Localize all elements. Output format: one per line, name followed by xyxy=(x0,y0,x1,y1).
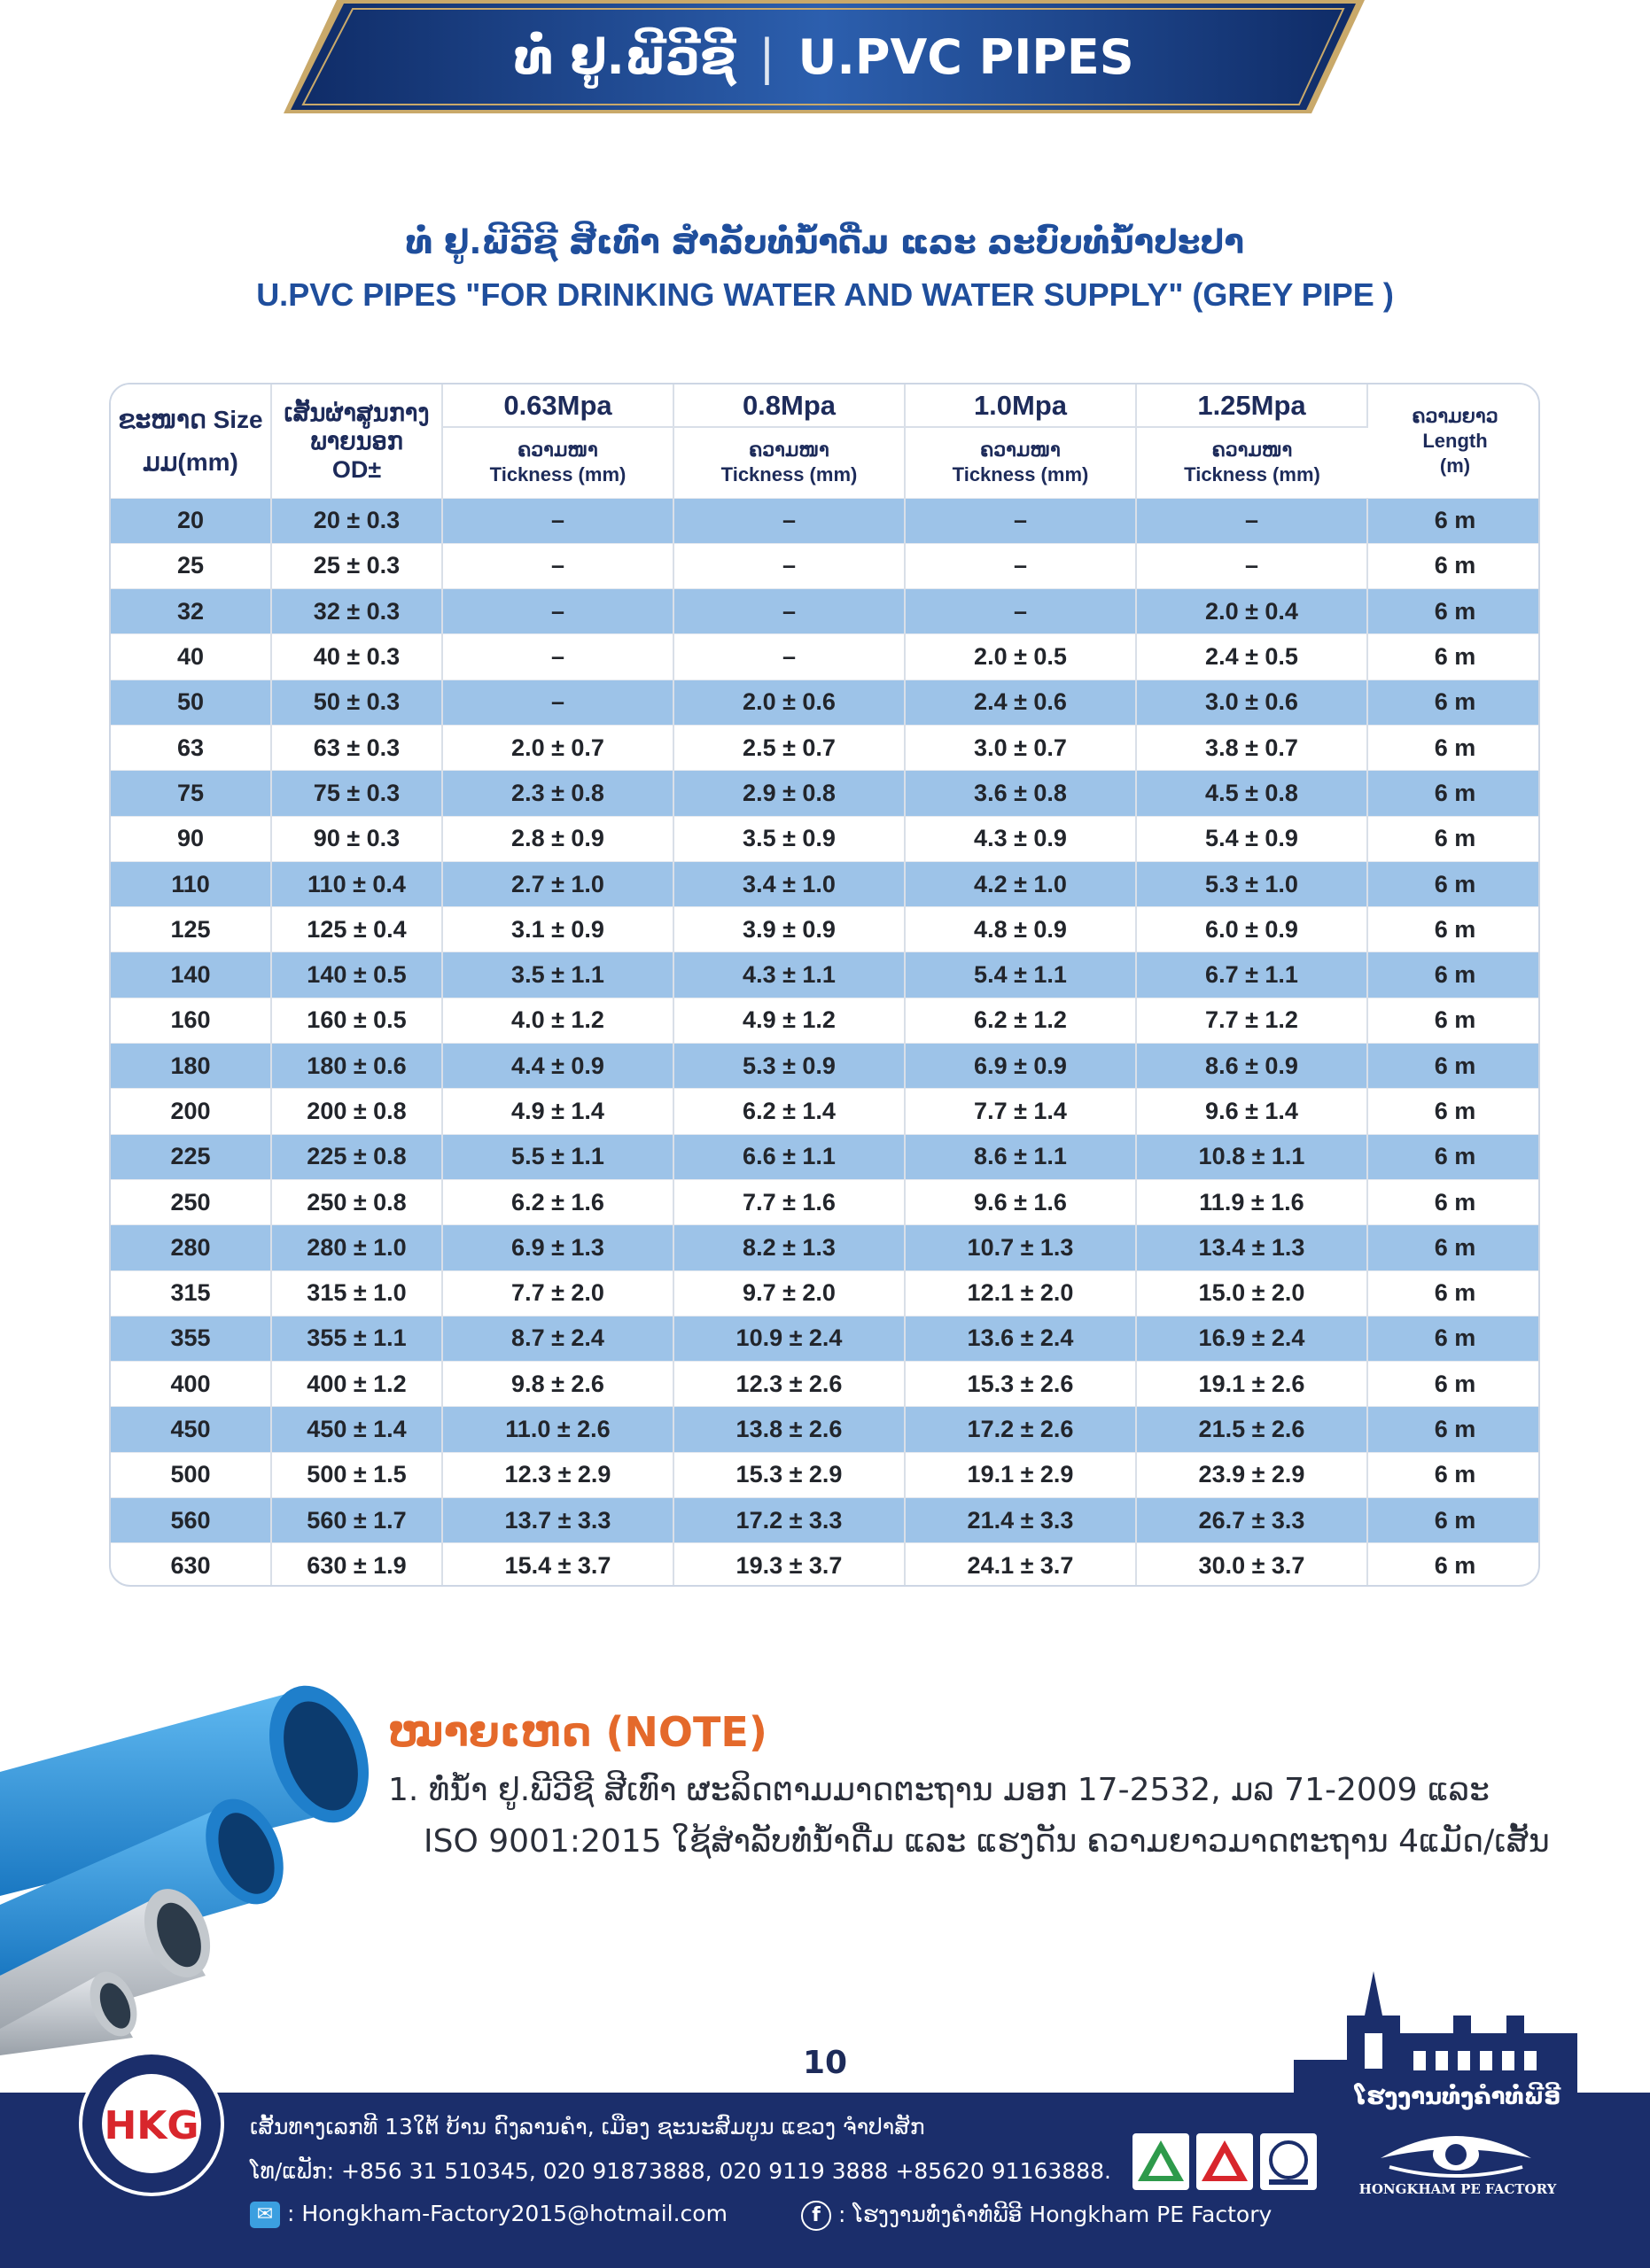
header-thickness-lao: ຄວາມໜາ xyxy=(1211,439,1293,462)
cell-thickness-08: 19.3 ± 3.7 xyxy=(673,1543,905,1587)
cell-length: 6 m xyxy=(1367,1044,1540,1089)
cell-od: 160 ± 0.5 xyxy=(271,998,442,1043)
header-pressure-063: 0.63Mpa xyxy=(442,384,673,427)
header-pressure-125: 1.25Mpa xyxy=(1136,384,1367,427)
cell-size: 315 xyxy=(111,1270,271,1316)
table-row xyxy=(111,816,1540,861)
cell-thickness-08: 15.3 ± 2.9 xyxy=(673,1452,905,1497)
cell-od: 110 ± 0.4 xyxy=(271,861,442,906)
spec-table-grid xyxy=(111,384,1540,1587)
footer-address: ເສັ້ນທາງເລກທີ 13ໃຕ້ ບ້ານ ດົງລານຄຳ, ເມືອງ ຊະນະສົມບູນ ແຂວງ ຈຳປາສັກ xyxy=(250,2114,925,2140)
cell-length: 6 m xyxy=(1367,907,1540,952)
cell-thickness-10: 6.9 ± 0.9 xyxy=(905,1044,1136,1089)
header-size xyxy=(111,384,271,498)
cell-od: 20 ± 0.3 xyxy=(271,498,442,543)
cell-thickness-08: 12.3 ± 2.6 xyxy=(673,1362,905,1407)
cell-od: 200 ± 0.8 xyxy=(271,1089,442,1134)
cell-thickness-063: 2.7 ± 1.0 xyxy=(442,861,673,906)
cell-thickness-10: – xyxy=(905,589,1136,634)
cell-od: 90 ± 0.3 xyxy=(271,816,442,861)
header-size-line1: ຂະໜາດ Size xyxy=(118,405,263,433)
cell-thickness-125: 10.8 ± 1.1 xyxy=(1136,1134,1367,1179)
cell-length: 6 m xyxy=(1367,1543,1540,1587)
header-thickness-en: Tickness (mm) xyxy=(952,463,1089,486)
cell-od: 355 ± 1.1 xyxy=(271,1316,442,1361)
table-row xyxy=(111,1134,1540,1179)
cell-od: 75 ± 0.3 xyxy=(271,771,442,816)
cell-size: 25 xyxy=(111,543,271,588)
cell-thickness-063: 2.8 ± 0.9 xyxy=(442,816,673,861)
cell-thickness-125: 16.9 ± 2.4 xyxy=(1136,1316,1367,1361)
table-row xyxy=(111,1407,1540,1452)
header-thickness xyxy=(1136,427,1367,498)
header-size-line2: ມມ(mm) xyxy=(143,447,238,476)
cell-length: 6 m xyxy=(1367,1134,1540,1179)
cell-thickness-10: 13.6 ± 2.4 xyxy=(905,1316,1136,1361)
cell-thickness-063: 13.7 ± 3.3 xyxy=(442,1498,673,1543)
header-thickness xyxy=(905,427,1136,498)
logo-letters: HKG xyxy=(104,2103,199,2148)
cell-thickness-10: 17.2 ± 2.6 xyxy=(905,1407,1136,1452)
cell-size: 140 xyxy=(111,952,271,998)
cell-thickness-08: 3.4 ± 1.0 xyxy=(673,861,905,906)
hkg-company-logo xyxy=(76,2048,227,2199)
header-od-line2: ພາຍນອກ xyxy=(310,427,403,454)
cell-thickness-10: 15.3 ± 2.6 xyxy=(905,1362,1136,1407)
cell-thickness-125: 6.7 ± 1.1 xyxy=(1136,952,1367,998)
factory-eye-logo-icon xyxy=(1372,2123,1540,2179)
cell-thickness-08: 9.7 ± 2.0 xyxy=(673,1270,905,1316)
table-row xyxy=(111,1270,1540,1316)
table-row xyxy=(111,952,1540,998)
cell-thickness-125: 21.5 ± 2.6 xyxy=(1136,1407,1367,1452)
cell-thickness-10: 12.1 ± 2.0 xyxy=(905,1270,1136,1316)
cell-size: 200 xyxy=(111,1089,271,1134)
cell-thickness-08: 6.2 ± 1.4 xyxy=(673,1089,905,1134)
cell-length: 6 m xyxy=(1367,771,1540,816)
footer-phone: ໂທ/ແຟັກ: +856 31 510345, 020 91873888, 020 9119 3888 +85620 91163888. xyxy=(250,2158,1111,2184)
cell-od: 180 ± 0.6 xyxy=(271,1044,442,1089)
cell-thickness-125: 11.9 ± 1.6 xyxy=(1136,1179,1367,1224)
table-row xyxy=(111,771,1540,816)
cell-length: 6 m xyxy=(1367,1089,1540,1134)
cell-thickness-125: 15.0 ± 2.0 xyxy=(1136,1270,1367,1316)
cell-od: 450 ± 1.4 xyxy=(271,1407,442,1452)
table-row xyxy=(111,1179,1540,1224)
cell-length: 6 m xyxy=(1367,861,1540,906)
cell-thickness-125: 23.9 ± 2.9 xyxy=(1136,1452,1367,1497)
cell-size: 400 xyxy=(111,1362,271,1407)
cell-size: 500 xyxy=(111,1452,271,1497)
cell-size: 110 xyxy=(111,861,271,906)
cell-thickness-10: 4.2 ± 1.0 xyxy=(905,861,1136,906)
footer-facebook[interactable]: : ໂຮງງານທໍ່ງຄຳທໍ່ພີອີ Hongkham PE Factory xyxy=(837,2202,1273,2227)
cell-size: 63 xyxy=(111,725,271,770)
cell-thickness-125: 5.3 ± 1.0 xyxy=(1136,861,1367,906)
cell-thickness-08: 5.3 ± 0.9 xyxy=(673,1044,905,1089)
cell-length: 6 m xyxy=(1367,543,1540,588)
cell-thickness-08: – xyxy=(673,543,905,588)
cell-od: 125 ± 0.4 xyxy=(271,907,442,952)
cell-length: 6 m xyxy=(1367,816,1540,861)
table-row xyxy=(111,589,1540,634)
header-length xyxy=(1367,384,1540,498)
cell-thickness-08: 17.2 ± 3.3 xyxy=(673,1498,905,1543)
cell-size: 90 xyxy=(111,816,271,861)
cell-od: 50 ± 0.3 xyxy=(271,680,442,725)
cell-thickness-125: 3.8 ± 0.7 xyxy=(1136,725,1367,770)
cell-thickness-125: 4.5 ± 0.8 xyxy=(1136,771,1367,816)
cell-thickness-10: 7.7 ± 1.4 xyxy=(905,1089,1136,1134)
header-length-line2: Length xyxy=(1422,429,1488,452)
spec-table xyxy=(109,383,1540,1587)
header-thickness-en: Tickness (mm) xyxy=(489,463,627,486)
cell-thickness-10: 24.1 ± 3.7 xyxy=(905,1543,1136,1587)
gcl-iso-icon xyxy=(1260,2133,1317,2190)
cell-thickness-10: 19.1 ± 2.9 xyxy=(905,1452,1136,1497)
cell-thickness-08: 4.3 ± 1.1 xyxy=(673,952,905,998)
cell-thickness-063: 4.9 ± 1.4 xyxy=(442,1089,673,1134)
cell-length: 6 m xyxy=(1367,498,1540,543)
cell-size: 355 xyxy=(111,1316,271,1361)
section-title-en: U.PVC PIPES "FOR DRINKING WATER AND WATER SUPPLY" (GREY PIPE ) xyxy=(256,276,1394,313)
cell-size: 50 xyxy=(111,680,271,725)
cell-size: 160 xyxy=(111,998,271,1043)
cell-od: 225 ± 0.8 xyxy=(271,1134,442,1179)
cell-thickness-125: 13.4 ± 1.3 xyxy=(1136,1225,1367,1270)
footer-facebook-row xyxy=(801,2201,1272,2231)
table-row xyxy=(111,1044,1540,1089)
cell-thickness-08: 3.5 ± 0.9 xyxy=(673,816,905,861)
header-length-line1: ຄວາມຍາວ xyxy=(1412,404,1498,427)
cell-length: 6 m xyxy=(1367,589,1540,634)
note-line-2: ISO 9001:2015 ໃຊ້ສຳລັບທໍ່ນ້ຳດື່ມ ແລະ ແຮງດັນ ຄວາມຍາວມາດຕະຖານ 4ແມັດ/ເສັ້ນ xyxy=(424,1823,1550,1860)
cell-thickness-063: – xyxy=(442,498,673,543)
table-row xyxy=(111,680,1540,725)
cell-thickness-063: 6.2 ± 1.6 xyxy=(442,1179,673,1224)
table-row xyxy=(111,998,1540,1043)
footer-email[interactable]: : Hongkham-Factory2015@hotmail.com xyxy=(286,2201,728,2226)
table-row xyxy=(111,634,1540,680)
cell-thickness-125: 2.4 ± 0.5 xyxy=(1136,634,1367,680)
cell-thickness-08: 8.2 ± 1.3 xyxy=(673,1225,905,1270)
table-row xyxy=(111,1362,1540,1407)
footer-email-row xyxy=(250,2201,728,2228)
cell-od: 315 ± 1.0 xyxy=(271,1270,442,1316)
header-thickness-lao: ຄວາມໜາ xyxy=(980,439,1061,462)
cell-size: 180 xyxy=(111,1044,271,1089)
email-icon: ✉ xyxy=(250,2202,280,2228)
note-line-1: 1. ທໍ່ນ້ຳ ຢູ.ພີວີຊີ ສີເທົາ ຜະລິດຕາມມາດຕະຖານ ມອກ 17-2532, ມລ 71-2009 ແລະ xyxy=(388,1772,1490,1808)
pipes-illustration xyxy=(0,1674,381,2055)
cell-thickness-08: – xyxy=(673,634,905,680)
cell-thickness-125: 3.0 ± 0.6 xyxy=(1136,680,1367,725)
cell-thickness-10: 2.4 ± 0.6 xyxy=(905,680,1136,725)
table-row xyxy=(111,1498,1540,1543)
header-od-line1: ເສັ້ນຜ່າສູນກາງ xyxy=(284,399,430,426)
cell-thickness-10: 4.8 ± 0.9 xyxy=(905,907,1136,952)
cell-length: 6 m xyxy=(1367,1316,1540,1361)
cell-thickness-10: 6.2 ± 1.2 xyxy=(905,998,1136,1043)
table-row xyxy=(111,1452,1540,1497)
cell-thickness-08: 10.9 ± 2.4 xyxy=(673,1316,905,1361)
cell-od: 25 ± 0.3 xyxy=(271,543,442,588)
cell-thickness-10: 5.4 ± 1.1 xyxy=(905,952,1136,998)
table-row xyxy=(111,1225,1540,1270)
cell-length: 6 m xyxy=(1367,634,1540,680)
cell-thickness-063: 4.4 ± 0.9 xyxy=(442,1044,673,1089)
cell-size: 32 xyxy=(111,589,271,634)
cell-thickness-063: 2.0 ± 0.7 xyxy=(442,725,673,770)
cell-thickness-08: 3.9 ± 0.9 xyxy=(673,907,905,952)
cell-thickness-063: – xyxy=(442,634,673,680)
cell-thickness-125: 26.7 ± 3.3 xyxy=(1136,1498,1367,1543)
header-banner xyxy=(284,0,1365,113)
banner-separator: | xyxy=(759,28,775,85)
cell-length: 6 m xyxy=(1367,1407,1540,1452)
cell-size: 280 xyxy=(111,1225,271,1270)
cell-length: 6 m xyxy=(1367,1270,1540,1316)
table-row xyxy=(111,1543,1540,1587)
cell-size: 250 xyxy=(111,1179,271,1224)
header-thickness-en: Tickness (mm) xyxy=(1184,463,1320,486)
cell-thickness-10: – xyxy=(905,498,1136,543)
cell-thickness-063: 3.5 ± 1.1 xyxy=(442,952,673,998)
cell-thickness-125: 2.0 ± 0.4 xyxy=(1136,589,1367,634)
cell-size: 225 xyxy=(111,1134,271,1179)
cell-thickness-063: 4.0 ± 1.2 xyxy=(442,998,673,1043)
cell-thickness-08: – xyxy=(673,589,905,634)
cell-od: 500 ± 1.5 xyxy=(271,1452,442,1497)
cell-thickness-08: 2.0 ± 0.6 xyxy=(673,680,905,725)
cell-length: 6 m xyxy=(1367,725,1540,770)
cell-od: 140 ± 0.5 xyxy=(271,952,442,998)
cell-thickness-063: 3.1 ± 0.9 xyxy=(442,907,673,952)
header-pressure-08: 0.8Mpa xyxy=(673,384,905,427)
table-row xyxy=(111,907,1540,952)
table-row xyxy=(111,543,1540,588)
cell-length: 6 m xyxy=(1367,1179,1540,1224)
cell-thickness-10: – xyxy=(905,543,1136,588)
cell-size: 630 xyxy=(111,1543,271,1587)
cell-thickness-063: – xyxy=(442,543,673,588)
cell-size: 75 xyxy=(111,771,271,816)
cell-od: 560 ± 1.7 xyxy=(271,1498,442,1543)
cell-thickness-10: 9.6 ± 1.6 xyxy=(905,1179,1136,1224)
cell-thickness-10: 2.0 ± 0.5 xyxy=(905,634,1136,680)
header-thickness xyxy=(673,427,905,498)
cell-thickness-063: 8.7 ± 2.4 xyxy=(442,1316,673,1361)
cell-length: 6 m xyxy=(1367,680,1540,725)
standard-mark-icon xyxy=(1196,2133,1253,2190)
cell-thickness-125: 19.1 ± 2.6 xyxy=(1136,1362,1367,1407)
cell-size: 40 xyxy=(111,634,271,680)
cell-od: 40 ± 0.3 xyxy=(271,634,442,680)
cell-size: 560 xyxy=(111,1498,271,1543)
cell-length: 6 m xyxy=(1367,1498,1540,1543)
cell-thickness-08: 2.9 ± 0.8 xyxy=(673,771,905,816)
cell-length: 6 m xyxy=(1367,1452,1540,1497)
table-row xyxy=(111,725,1540,770)
cell-thickness-063: 7.7 ± 2.0 xyxy=(442,1270,673,1316)
banner-title-lao: ທໍ່ ຢູ.ພີວີຊີ xyxy=(514,28,736,85)
cell-thickness-08: 2.5 ± 0.7 xyxy=(673,725,905,770)
cell-thickness-125: 9.6 ± 1.4 xyxy=(1136,1089,1367,1134)
cell-thickness-125: 8.6 ± 0.9 xyxy=(1136,1044,1367,1089)
cell-od: 32 ± 0.3 xyxy=(271,589,442,634)
cell-od: 400 ± 1.2 xyxy=(271,1362,442,1407)
table-row xyxy=(111,1316,1540,1361)
header-od-line3: OD± xyxy=(331,455,382,483)
certification-mark-icon xyxy=(1132,2133,1189,2190)
header-thickness-lao: ຄວາມໜາ xyxy=(749,439,829,462)
cell-thickness-08: – xyxy=(673,498,905,543)
cell-size: 125 xyxy=(111,907,271,952)
cell-length: 6 m xyxy=(1367,998,1540,1043)
page-number: 10 xyxy=(802,2045,848,2081)
cell-thickness-063: 15.4 ± 3.7 xyxy=(442,1543,673,1587)
cell-thickness-063: 12.3 ± 2.9 xyxy=(442,1452,673,1497)
table-row xyxy=(111,1089,1540,1134)
header-pressure-10: 1.0Mpa xyxy=(905,384,1136,427)
cell-thickness-08: 4.9 ± 1.2 xyxy=(673,998,905,1043)
cell-length: 6 m xyxy=(1367,1225,1540,1270)
section-title-lao: ທໍ່ ຢູ.ພີວີຊີ ສີເທົາ ສຳລັບທໍ່ນ້ຳດື່ມ ແລະ ລະບົບທໍ່ນ້ຳປະປາ xyxy=(406,223,1244,261)
header-thickness-en: Tickness (mm) xyxy=(720,463,858,486)
cell-size: 20 xyxy=(111,498,271,543)
factory-name-lao: ໂຮງງານທໍ່ງຄຳທໍ່ພີອີ xyxy=(1354,2084,1561,2110)
cell-thickness-10: 3.0 ± 0.7 xyxy=(905,725,1136,770)
cell-od: 63 ± 0.3 xyxy=(271,725,442,770)
cell-thickness-063: – xyxy=(442,680,673,725)
table-row xyxy=(111,498,1540,543)
cell-thickness-08: 6.6 ± 1.1 xyxy=(673,1134,905,1179)
header-thickness xyxy=(442,427,673,498)
cell-thickness-10: 4.3 ± 0.9 xyxy=(905,816,1136,861)
cell-thickness-063: 2.3 ± 0.8 xyxy=(442,771,673,816)
table-row xyxy=(111,861,1540,906)
cell-od: 250 ± 0.8 xyxy=(271,1179,442,1224)
cell-thickness-125: 5.4 ± 0.9 xyxy=(1136,816,1367,861)
header-od xyxy=(271,384,442,498)
cell-thickness-10: 8.6 ± 1.1 xyxy=(905,1134,1136,1179)
cell-thickness-10: 3.6 ± 0.8 xyxy=(905,771,1136,816)
banner-title xyxy=(284,0,1365,113)
header-thickness-lao: ຄວາມໜາ xyxy=(518,439,598,462)
cell-thickness-063: 6.9 ± 1.3 xyxy=(442,1225,673,1270)
note-title: ໝາຍເຫດ (NOTE) xyxy=(388,1708,767,1756)
cell-thickness-063: 9.8 ± 2.6 xyxy=(442,1362,673,1407)
cell-thickness-125: 7.7 ± 1.2 xyxy=(1136,998,1367,1043)
cell-thickness-063: 5.5 ± 1.1 xyxy=(442,1134,673,1179)
cell-od: 280 ± 1.0 xyxy=(271,1225,442,1270)
cell-thickness-125: – xyxy=(1136,498,1367,543)
cell-thickness-08: 13.8 ± 2.6 xyxy=(673,1407,905,1452)
cell-od: 630 ± 1.9 xyxy=(271,1543,442,1587)
factory-name-en: HONGKHAM PE FACTORY xyxy=(1358,2181,1557,2197)
cell-length: 6 m xyxy=(1367,1362,1540,1407)
spec-table-body xyxy=(111,498,1540,1587)
cell-thickness-125: 6.0 ± 0.9 xyxy=(1136,907,1367,952)
header-length-line3: (m) xyxy=(1439,454,1471,477)
banner-title-en: U.PVC PIPES xyxy=(798,28,1134,85)
cell-thickness-125: 30.0 ± 3.7 xyxy=(1136,1543,1367,1587)
facebook-icon: f xyxy=(801,2201,831,2231)
cell-thickness-125: – xyxy=(1136,543,1367,588)
cell-size: 450 xyxy=(111,1407,271,1452)
cell-thickness-063: – xyxy=(442,589,673,634)
cell-thickness-08: 7.7 ± 1.6 xyxy=(673,1179,905,1224)
cell-thickness-063: 11.0 ± 2.6 xyxy=(442,1407,673,1452)
cell-thickness-10: 10.7 ± 1.3 xyxy=(905,1225,1136,1270)
cell-thickness-10: 21.4 ± 3.3 xyxy=(905,1498,1136,1543)
cell-length: 6 m xyxy=(1367,952,1540,998)
